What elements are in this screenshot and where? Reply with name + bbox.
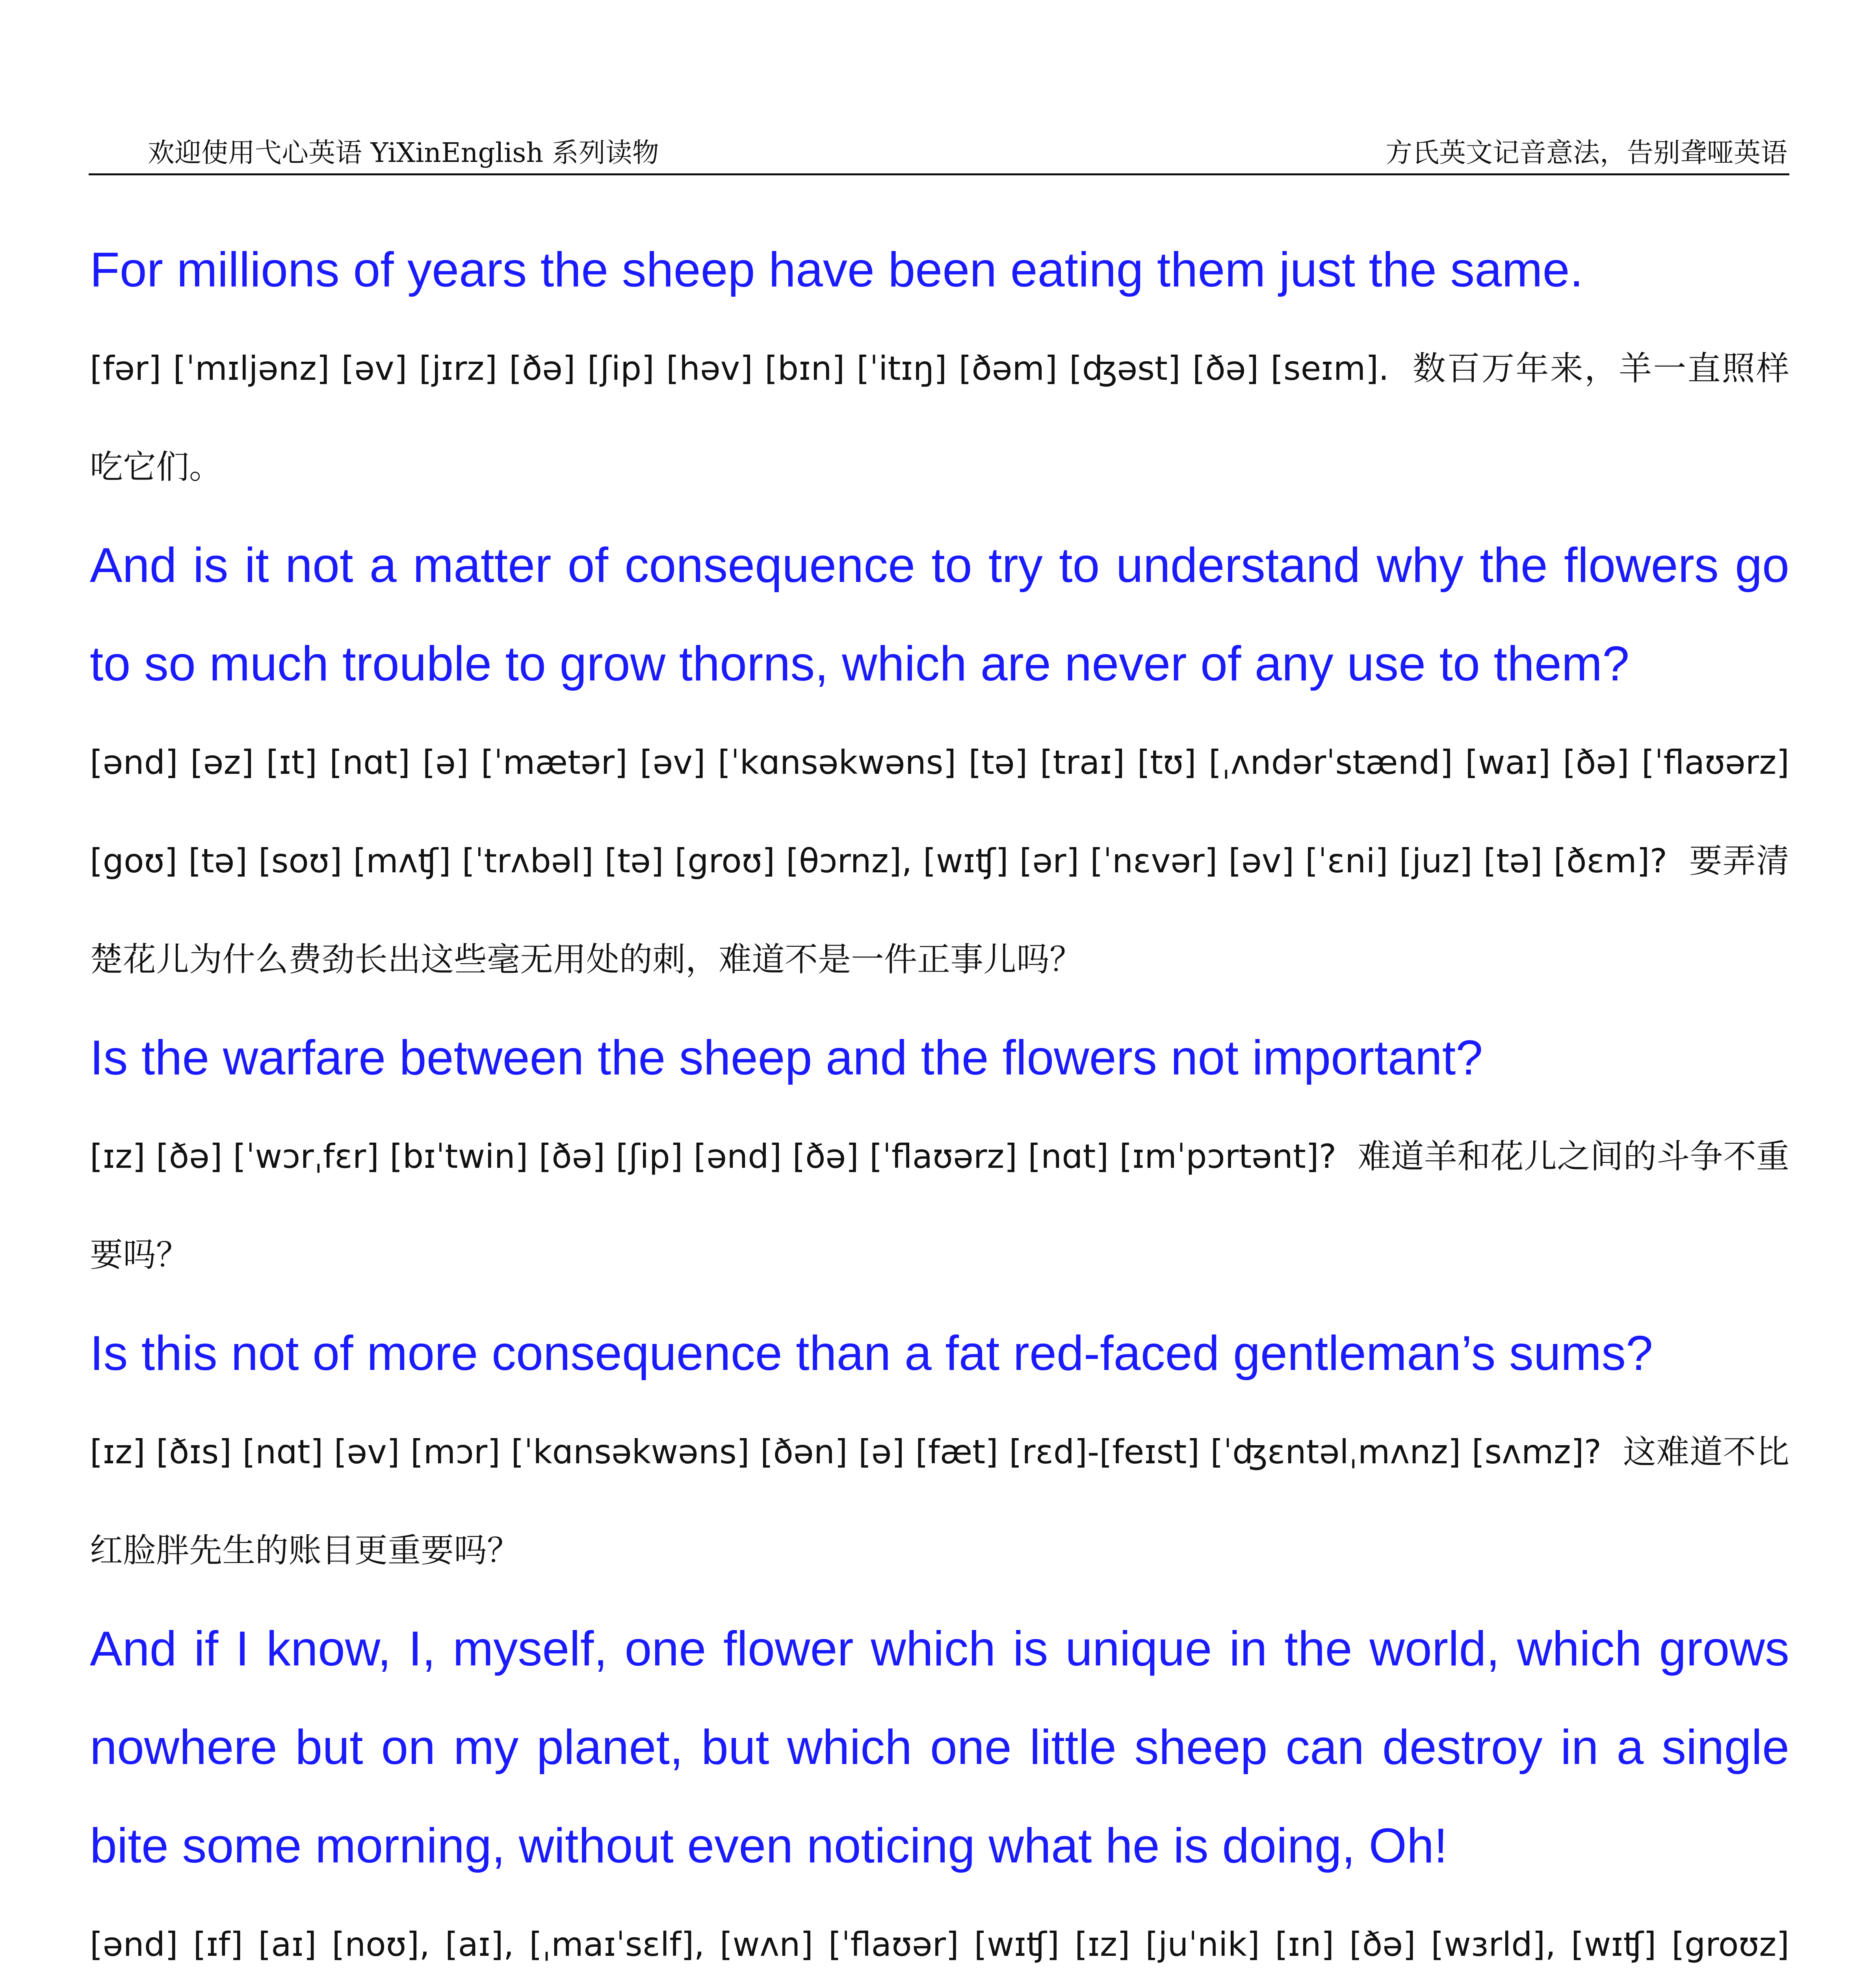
ipa-text: [fər] [ˈmɪljənz] [əv] [jɪrz] [ðə] [ʃip] [həv] [bɪn] [ˈitɪŋ] [ðəm] [ʤəst] [ðə] [seɪm]. [90, 349, 1389, 388]
ipa-text: [ɪz] [ðɪs] [nɑt] [əv] [mɔr] [ˈkɑnsəkwəns] [ðən] [ə] [fæt] [rɛd]-[feɪst] [ˈʤɛntəlˌmʌnz] [sʌmz]? [90, 1433, 1602, 1471]
ipa-transcription-3 [90, 1107, 1789, 1304]
chinese-translation: 难道羊和花儿之间的斗争不重要吗？ [90, 1137, 1790, 1274]
ipa-text: [ənd] [əz] [ɪt] [nɑt] [ə] [ˈmætər] [əv] [ˈkɑnsəkwəns] [tə] [traɪ] [tʊ] [ˌʌndərˈstænd] [waɪ] [ðə] [ˈflaʊərz] [goʊ] [tə] [soʊ] [mʌʧ] [ˈtrʌbəl] [tə] [groʊ] [θɔrnz], [wɪʧ] [ər] [ˈnɛvər] [əv] [ˈɛni] [juz] [tə] [ðɛm]? [90, 743, 1789, 880]
ipa-transcription-4 [90, 1403, 1789, 1600]
chinese-translation: 要弄清楚花儿为什么费劲长出这些毫无用处的刺，难道不是一件正事儿吗？ [90, 842, 1789, 979]
english-sentence-2: And is it not a matter of consequence to try to understand why the flowers go to so much trouble to grow thorns, which are never of any use to them? [90, 538, 1789, 691]
header-divider [89, 173, 1789, 175]
english-sentence-5: And if I know, I, myself, one flower which is unique in the world, which grows nowhere but on my planet, but which one little sheep can destroy in a single bite some morning, without even noticing what he is doing, Oh! [90, 1622, 1789, 1873]
chinese-translation: 数百万年来，羊一直照样吃它们。 [90, 349, 1789, 486]
english-sentence-3: Is the warfare between the sheep and the flowers not important? [90, 1031, 1483, 1085]
header-series-title: 欢迎使用弋心英语 YiXinEnglish 系列读物 [148, 138, 659, 169]
ipa-text: [ɪz] [ðə] [ˈwɔrˌfɛr] [bɪˈtwin] [ðə] [ʃip] [ənd] [ðə] [ˈflaʊərz] [nɑt] [ɪmˈpɔrtənt]? [90, 1137, 1337, 1176]
ipa-transcription-2 [90, 713, 1789, 1009]
ipa-transcription-1 [90, 319, 1789, 516]
ipa-text: [ənd] [ɪf] [aɪ] [noʊ], [aɪ], [ˌmaɪˈsɛlf], [wʌn] [ˈflaʊər] [wɪʧ] [ɪz] [juˈnik] [ɪn] [ðə] [wɜrld], [wɪʧ] [groʊz] [90, 1925, 1789, 1964]
header-method-slogan: 方氏英文记音意法，告别聋哑英语 [1385, 138, 1787, 169]
english-sentence-4: Is this not of more consequence than a fat red-faced gentleman’s sums? [90, 1326, 1653, 1381]
chinese-translation: 这难道不比红脸胖先生的账目更重要吗？ [90, 1433, 1789, 1570]
ipa-transcription-5 [90, 1895, 1789, 1970]
reading-content [90, 221, 1789, 1970]
english-sentence-1: For millions of years the sheep have been eating them just the same. [90, 243, 1583, 297]
